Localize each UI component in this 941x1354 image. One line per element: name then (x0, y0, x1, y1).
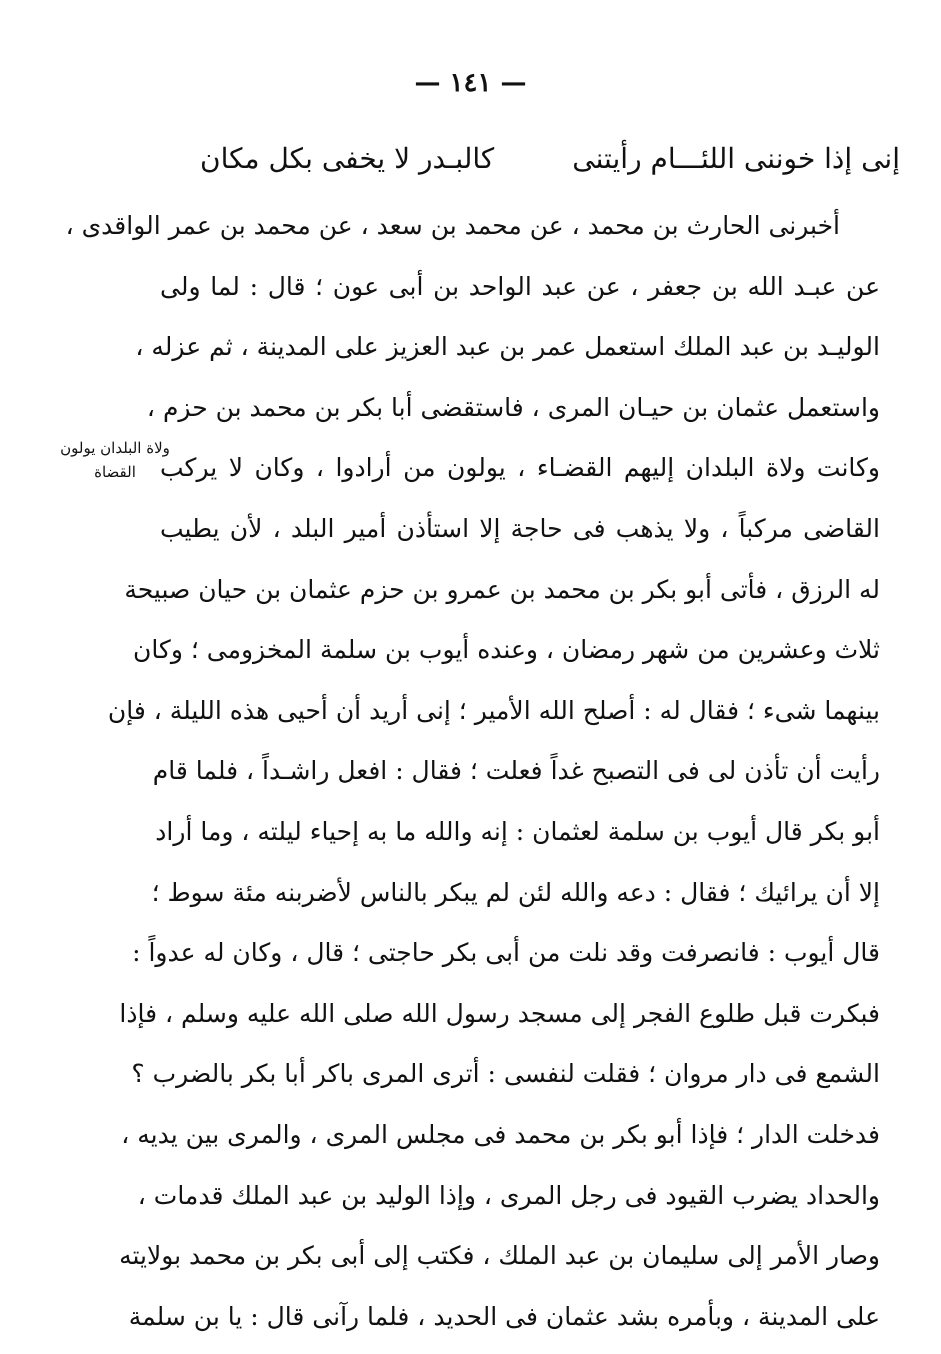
page-number: — ١٤١ — (414, 68, 527, 98)
text-line: واستعمل عثمان بن حيـان المرى ، فاستقضى أبا بكر بن محمد بن حزم ، (146, 392, 880, 422)
text-line: عن عبـد الله بن جعفر ، عن عبد الواحد بن أبى عون ؛ قال : لما ولى (160, 271, 880, 301)
text-line: إلا أن يرائيك ؛ فقال : دعه والله لئن لم يبكر بالناس لأضربنه مئة سوط ؛ (151, 877, 880, 907)
verse-line (200, 132, 900, 184)
text-line: فدخلت الدار ؛ فإذا أبو بكر بن محمد فى مجلس المرى ، والمرى بين يديه ، (121, 1119, 880, 1149)
text-line: قال أيوب : فانصرفت وقد نلت من أبى بكر حاجتى ؛ قال ، وكان له عدواً : (132, 938, 880, 968)
text-line: له الرزق ، فأتى أبو بكر بن محمد بن عمرو بن حزم عثمان بن حيان صبيحة (124, 574, 880, 604)
text-line: القاضى مركباً ، ولا يذهب فى حاجة إلا استأذن أمير البلد ، لأن يطيب (160, 513, 880, 543)
text-line: الشمع فى دار مروان ؛ فقلت لنفسى : أترى المرى باكر أبا بكر بالضرب ؟ (131, 1059, 880, 1089)
verse-hemistich-second: كالبـدر لا يخفى بكل مكان (200, 141, 495, 175)
margin-note-line: القضاة (94, 463, 136, 481)
verse-hemistich-first: إنى إذا خوننى اللئـــام رأيتنى (572, 141, 900, 175)
text-line: فبكرت قبل طلوع الفجر إلى مسجد رسول الله صلى الله عليه وسلم ، فإذا (119, 998, 880, 1028)
text-line: بينهما شىء ؛ فقال له : أصلح الله الأمير ؛ إنى أريد أن أحيى هذه الليلة ، فإن (107, 695, 880, 725)
text-line: ثلاث وعشرين من شهر رمضان ، وعنده أيوب بن سلمة المخزومى ؛ وكان (132, 635, 880, 665)
text-line: رأيت أن تأذن لى فى التصبح غداً فعلت ؛ فقال : افعل راشـداً ، فلما قام (152, 756, 880, 786)
text-line: أخبرنى الحارث بن محمد ، عن محمد بن سعد ، عن محمد بن عمر الواقدى ، (65, 211, 840, 240)
margin-note-line: ولاة البلدان يولون (60, 439, 170, 457)
text-line: أبو بكر قال أيوب بن سلمة لعثمان : إنه والله ما به إحياء ليلته ، وما أراد (155, 816, 880, 846)
text-line: والحداد يضرب القيود فى رجل المرى ، وإذا الوليد بن عبد الملك قدمات ، (137, 1180, 880, 1210)
text-line: الوليـد بن عبد الملك استعمل عمر بن عبد العزيز على المدينة ، ثم عزله ، (135, 332, 880, 362)
text-line: وصار الأمر إلى سليمان بن عبد الملك ، فكتب إلى أبى بكر بن محمد بولايته (119, 1241, 880, 1271)
text-line: وكانت ولاة البلدان إليهم القضـاء ، يولون من أرادوا ، وكان لا يركب (160, 453, 880, 483)
text-line: على المدينة ، وبأمره بشد عثمان فى الحديد ، فلما رآنى قال : يا بن سلمة (128, 1301, 880, 1331)
